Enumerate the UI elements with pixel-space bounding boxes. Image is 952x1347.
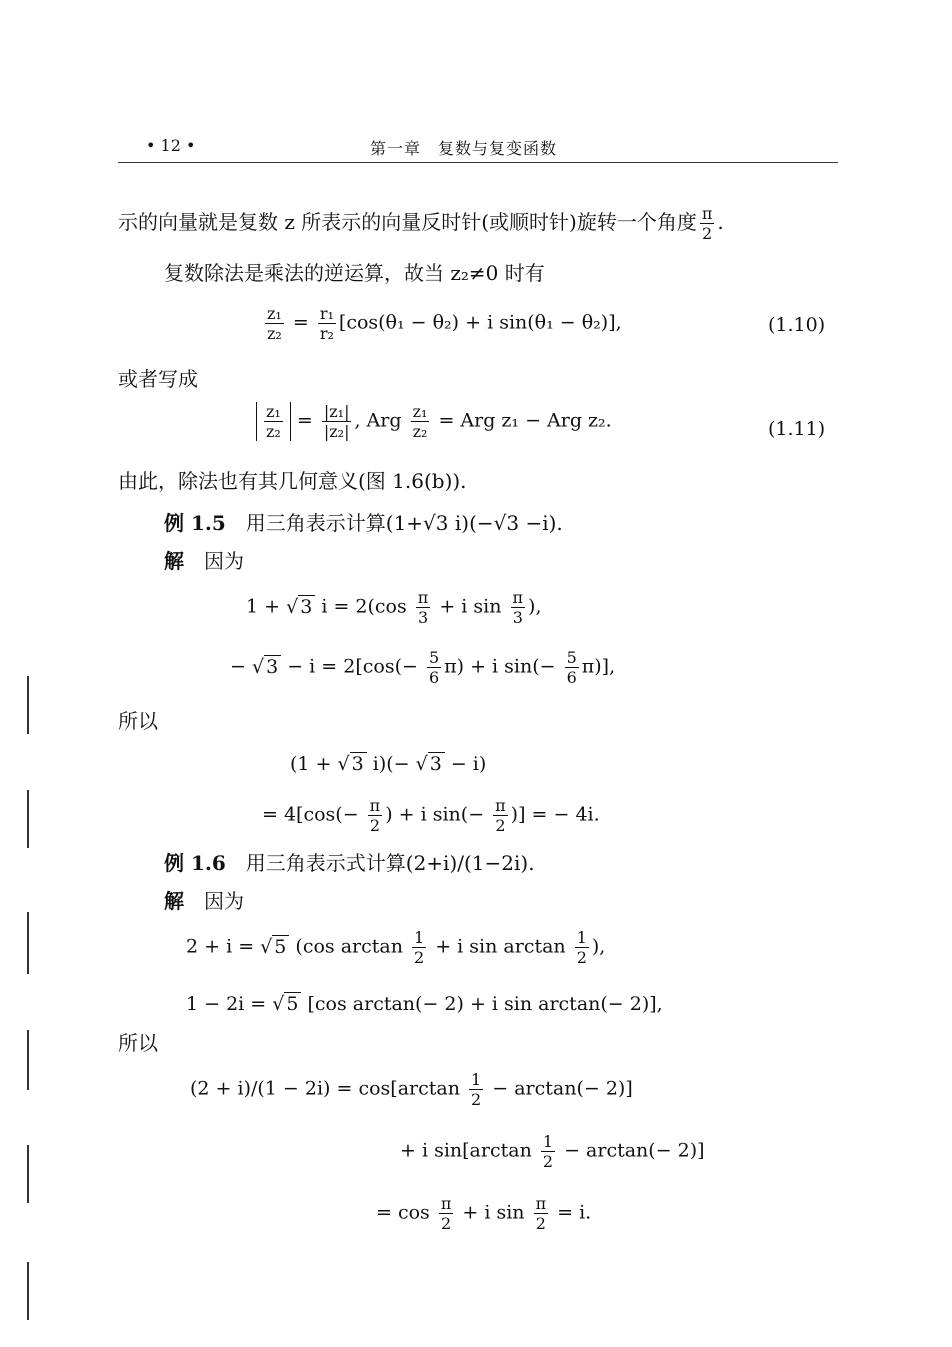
arg-label: , Arg <box>354 409 408 432</box>
paragraph-1 <box>118 204 724 243</box>
margin-bar <box>27 912 29 974</box>
fraction-denominator: 2 <box>702 224 713 243</box>
fraction-denominator: 2 <box>495 816 506 835</box>
fraction-denominator: 3 <box>417 608 429 627</box>
fraction-denominator: 2 <box>535 1214 546 1233</box>
radicand: 3 <box>298 595 315 618</box>
paragraph-3: 或者写成 <box>118 367 198 391</box>
margin-bar <box>27 1262 29 1320</box>
fraction-denominator: z₂ <box>412 422 428 441</box>
equation-rhs: [cos(θ₁ − θ₂) + i sin(θ₁ − θ₂)], <box>338 311 622 334</box>
eq-text: + i sin <box>433 595 508 618</box>
paragraph-2: 复数除法是乘法的逆运算，故当 z₂≠0 时有 <box>164 261 545 285</box>
equals: = <box>290 409 319 432</box>
fraction-r1-r2 <box>318 304 336 343</box>
equation-e6 <box>186 992 663 1016</box>
fraction-numerator: 5 <box>566 648 577 667</box>
eq-text: (cos arctan <box>289 935 409 958</box>
fraction-numerator: π <box>535 1194 547 1213</box>
radicand: 3 <box>350 752 367 775</box>
margin-bar <box>27 676 29 734</box>
equation-e7 <box>190 1070 633 1109</box>
eq-text: 1 − 2i = <box>186 993 273 1015</box>
margin-bar <box>27 1145 29 1203</box>
fraction-numerator: z₁ <box>267 304 282 323</box>
eq-text: = i. <box>551 1201 592 1224</box>
page-number: • 12 • <box>146 136 196 155</box>
equation-number-1-10: (1.10) <box>768 314 826 336</box>
eq-text: − i = 2[cos(− <box>281 655 424 678</box>
eq-text: ), <box>591 935 606 958</box>
so-label-1: 所以 <box>118 709 158 733</box>
equation-number-1-11: (1.11) <box>768 418 826 440</box>
margin-bar <box>27 1030 29 1090</box>
eq-text: + i sin[arctan <box>400 1139 538 1162</box>
equation-rhs: = Arg z₁ − Arg z₂. <box>432 409 612 432</box>
fraction-numerator: 1 <box>542 1132 554 1151</box>
fraction-numerator: π <box>440 1194 452 1213</box>
eq-text: − i) <box>444 753 487 775</box>
radicand: 3 <box>428 752 445 775</box>
solution-2 <box>164 888 244 914</box>
fraction <box>575 928 589 967</box>
eq-text: π)], <box>581 655 616 678</box>
period: . <box>717 210 724 234</box>
fraction <box>541 1132 555 1171</box>
fraction <box>534 1194 549 1233</box>
solution-label: 解 <box>164 889 184 913</box>
eq-text: + i sin arctan <box>429 935 572 958</box>
fraction <box>493 796 508 835</box>
fraction-denominator: 3 <box>512 608 523 627</box>
eq-text: = cos <box>376 1201 436 1224</box>
solution-label: 解 <box>164 549 184 573</box>
fraction <box>511 588 526 627</box>
margin-bar <box>27 790 29 848</box>
fraction-numerator: π <box>369 796 381 815</box>
fraction-denominator: 2 <box>441 1214 452 1233</box>
eq-text: )] = − 4i. <box>510 803 600 826</box>
fraction-numerator: π <box>417 588 429 607</box>
equation-e8 <box>400 1132 705 1171</box>
sqrt: √ 5 <box>272 992 301 1016</box>
example-text: 用三角表示计算(1+√3 i)(−√3 −i). <box>225 511 563 535</box>
eq-text: i = 2(cos <box>315 595 413 618</box>
eq-text: 2 + i = <box>186 935 261 958</box>
solution-text: 因为 <box>184 549 244 573</box>
fraction-z1-z2 <box>411 402 430 441</box>
paragraph-1-text: 示的向量就是复数 z 所表示的向量反时针(或顺时针)旋转一个角度 <box>118 210 697 234</box>
fraction-numerator: z₁ <box>412 402 428 421</box>
eq-text: − arctan(− 2)] <box>558 1139 705 1162</box>
fraction-denominator: z₂ <box>266 422 281 441</box>
example-label: 例 1.6 <box>164 851 226 875</box>
fraction-modulus <box>322 402 352 441</box>
equation-e9 <box>376 1194 591 1233</box>
equation-e4 <box>262 796 600 835</box>
equals: = <box>286 311 315 334</box>
sqrt: √ 3 <box>338 752 367 776</box>
equation-1-11 <box>256 402 612 441</box>
sqrt: √ 3 <box>252 655 281 679</box>
eq-text: (2 + i)/(1 − 2i) = cos[arctan <box>190 1077 467 1100</box>
fraction-denominator: |z₂| <box>323 422 350 441</box>
fraction-denominator: r₂ <box>319 324 334 343</box>
example-1-5 <box>164 510 563 536</box>
modulus-bars <box>256 402 291 441</box>
fraction-denominator: z₂ <box>267 324 282 343</box>
fraction-numerator: |z₁| <box>323 402 350 421</box>
fraction-denominator: 2 <box>576 948 587 967</box>
fraction-denominator: 6 <box>566 668 577 687</box>
sqrt: √ 3 <box>416 752 445 776</box>
fraction-denominator: 2 <box>542 1152 554 1171</box>
sqrt: √ 5 <box>260 935 289 959</box>
fraction-numerator: π <box>512 588 524 607</box>
fraction-denominator: 2 <box>414 948 425 967</box>
eq-text: ) + i sin(− <box>385 803 491 826</box>
fraction-denominator: 2 <box>471 1090 482 1109</box>
fraction-numerator: z₁ <box>266 402 281 421</box>
fraction <box>427 648 441 687</box>
fraction <box>368 796 383 835</box>
fraction-denominator: 6 <box>428 668 440 687</box>
eq-text: [cos arctan(− 2) + i sin arctan(− 2)], <box>301 993 663 1015</box>
radicand: 5 <box>272 935 289 958</box>
sqrt: √ 3 <box>286 595 315 619</box>
eq-text: 1 + <box>246 595 287 618</box>
eq-text: π) + i sin(− <box>444 655 562 678</box>
fraction-numerator: π <box>495 796 506 815</box>
fraction-numerator: 5 <box>428 648 440 667</box>
equation-1-10 <box>262 304 622 343</box>
fraction-z1-z2 <box>264 402 283 441</box>
chapter-title: 第一章 复数与复变函数 <box>370 139 558 158</box>
example-label: 例 1.5 <box>164 511 226 535</box>
fraction-numerator: 1 <box>576 928 587 947</box>
eq-text: (1 + <box>290 753 338 775</box>
eq-text: ), <box>528 595 542 618</box>
fraction <box>565 648 579 687</box>
fraction-numerator: π <box>701 204 713 223</box>
radicand: 5 <box>284 992 301 1015</box>
equation-e1 <box>246 588 542 627</box>
example-1-6 <box>164 850 535 876</box>
eq-text: i)(− <box>366 753 416 775</box>
eq-text: − arctan(− 2)] <box>486 1077 633 1100</box>
equation-e3 <box>290 752 486 776</box>
angle-fraction <box>700 204 715 243</box>
example-text: 用三角表示式计算(2+i)/(1−2i). <box>225 851 535 875</box>
fraction <box>412 928 426 967</box>
equation-e2 <box>230 648 615 687</box>
radicand: 3 <box>264 655 281 678</box>
paragraph-4: 由此，除法也有其几何意义(图 1.6(b)). <box>118 469 467 493</box>
eq-text: − <box>230 655 252 678</box>
fraction-numerator: r₁ <box>319 304 334 323</box>
solution-text: 因为 <box>184 889 244 913</box>
so-label-2: 所以 <box>118 1031 158 1055</box>
fraction-z1-z2 <box>265 304 284 343</box>
fraction <box>416 588 431 627</box>
header-rule <box>118 162 838 163</box>
fraction-denominator: 2 <box>369 816 381 835</box>
eq-text: + i sin <box>456 1201 531 1224</box>
solution-1 <box>164 548 244 574</box>
eq-text: = 4[cos(− <box>262 803 365 826</box>
fraction <box>469 1070 483 1109</box>
fraction-numerator: 1 <box>414 928 425 947</box>
equation-e5 <box>186 928 605 967</box>
fraction <box>439 1194 454 1233</box>
fraction-numerator: 1 <box>471 1070 482 1089</box>
